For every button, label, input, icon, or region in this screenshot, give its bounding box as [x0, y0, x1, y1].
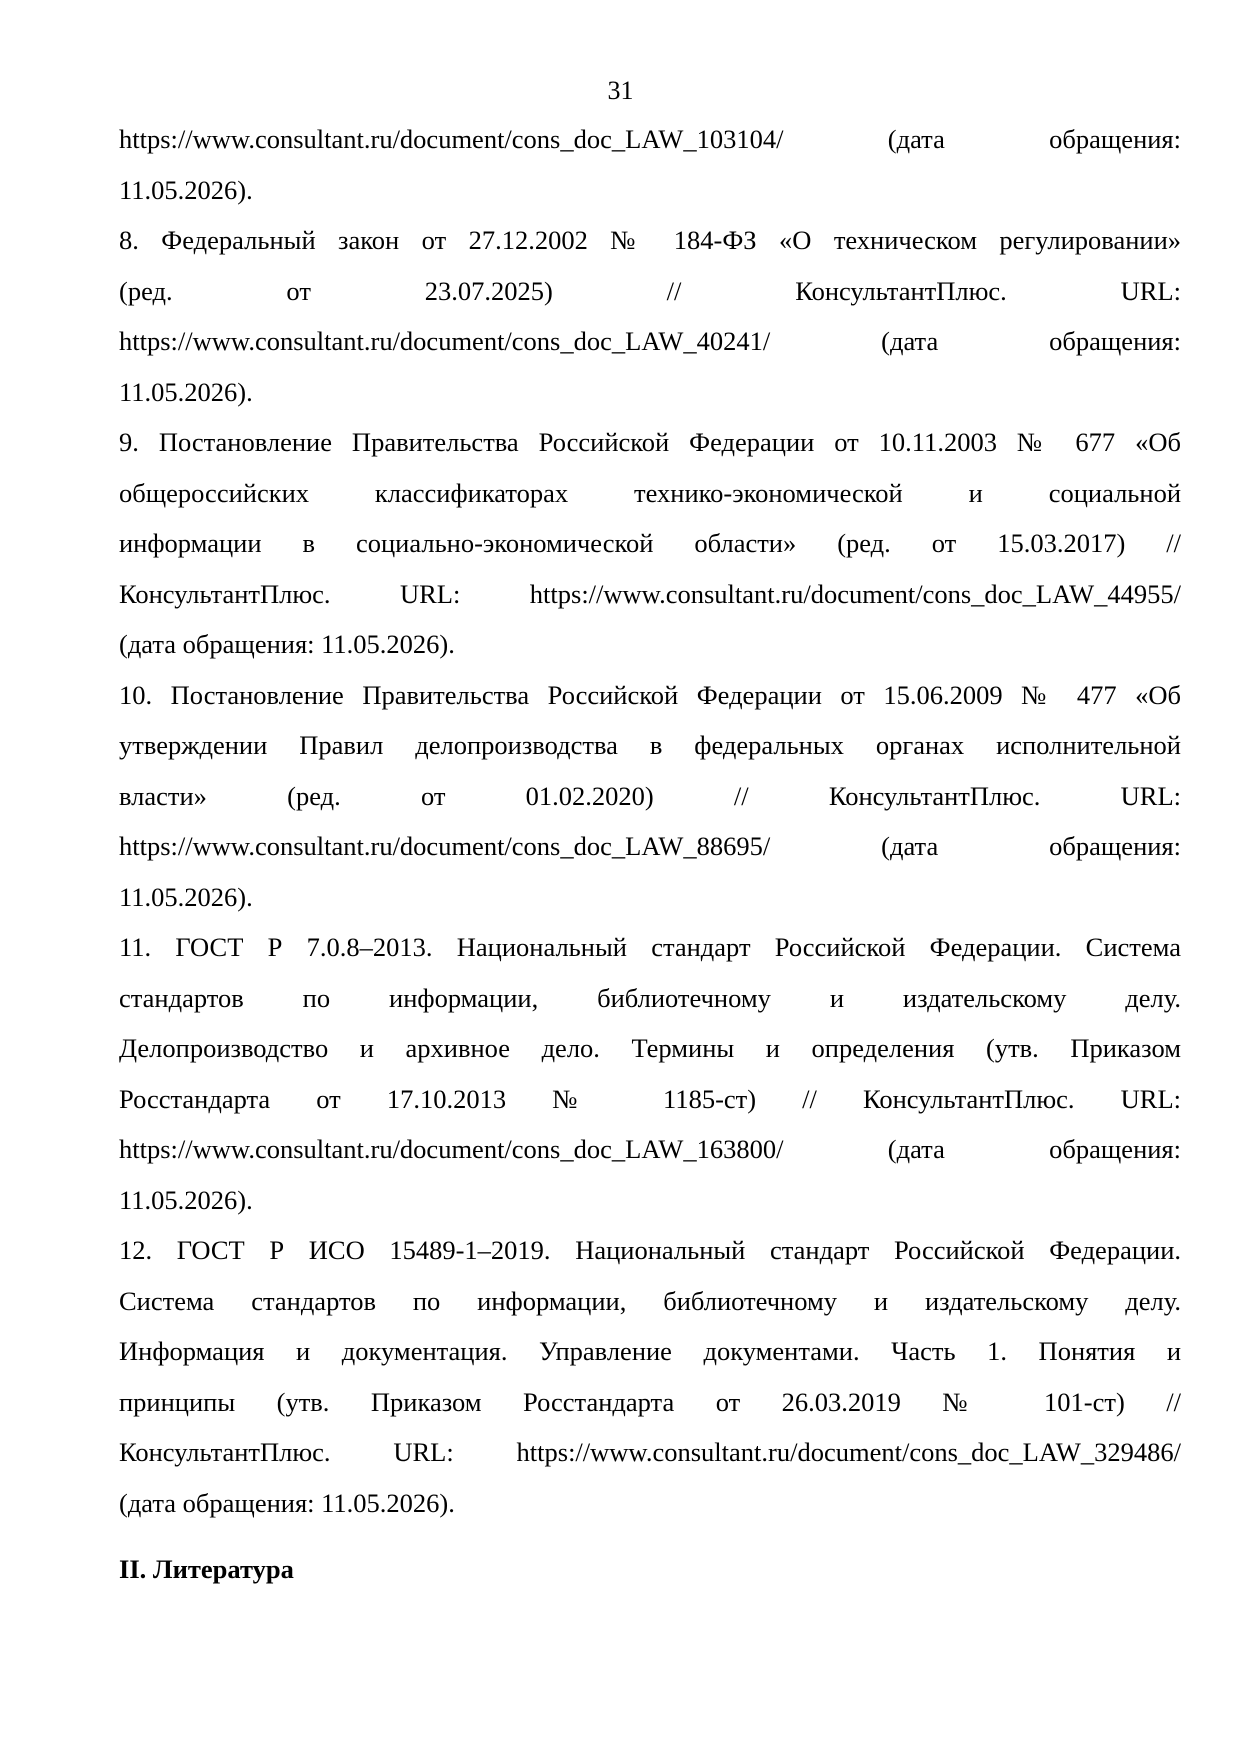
- reference-line: 11.05.2026).: [119, 1184, 253, 1215]
- reference-line: Система стандартов по информации, библиотечному и издательскому делу.: [119, 1285, 1181, 1316]
- reference-line: https://www.consultant.ru/document/cons_doc_LAW_103104/ (дата обращения:: [119, 124, 1181, 154]
- reference-line: https://www.consultant.ru/document/cons_doc_LAW_88695/ (дата обращения:: [119, 831, 1181, 861]
- reference-entry: [119, 922, 1181, 1225]
- reference-line: информации в социально-экономической области» (ред. от 15.03.2017) //: [119, 528, 1181, 558]
- reference-line: общероссийских классификаторах технико-экономической и социальной: [119, 477, 1181, 508]
- reference-line: https://www.consultant.ru/document/cons_doc_LAW_40241/ (дата обращения:: [119, 326, 1181, 356]
- reference-line: 9. Постановление Правительства Российской Федерации от 10.11.2003 № 677 «Об: [119, 427, 1181, 457]
- reference-entry: [119, 215, 1181, 417]
- reference-line: стандартов по информации, библиотечному и издательскому делу.: [119, 982, 1181, 1013]
- page-number: 31: [607, 76, 634, 105]
- reference-line: https://www.consultant.ru/document/cons_doc_LAW_163800/ (дата обращения:: [119, 1134, 1181, 1164]
- reference-entry: [119, 114, 1181, 215]
- reference-line: (дата обращения: 11.05.2026).: [119, 1487, 455, 1518]
- reference-line: 11. ГОСТ Р 7.0.8–2013. Национальный стандарт Российской Федерации. Система: [119, 932, 1181, 962]
- reference-line: (ред. от 23.07.2025) // КонсультантПлюс. URL:: [119, 275, 1181, 306]
- reference-line: КонсультантПлюс. URL: https://www.consultant.ru/document/cons_doc_LAW_329486/: [119, 1437, 1181, 1467]
- reference-line: 12. ГОСТ Р ИСО 15489-1–2019. Национальный стандарт Российской Федерации.: [119, 1235, 1181, 1265]
- reference-entries: [119, 114, 1181, 1528]
- reference-line: Делопроизводство и архивное дело. Термины и определения (утв. Приказом: [119, 1033, 1181, 1063]
- reference-line: 8. Федеральный закон от 27.12.2002 № 184-ФЗ «О техническом регулировании»: [119, 225, 1181, 255]
- reference-line: Росстандарта от 17.10.2013 № 1185-ст) // КонсультантПлюс. URL:: [119, 1083, 1181, 1114]
- reference-line: Информация и документация. Управление документами. Часть 1. Понятия и: [119, 1336, 1181, 1366]
- references-list: [119, 114, 1181, 1594]
- reference-line: КонсультантПлюс. URL: https://www.consultant.ru/document/cons_doc_LAW_44955/: [119, 578, 1181, 609]
- reference-line: (дата обращения: 11.05.2026).: [119, 629, 455, 659]
- reference-line: 11.05.2026).: [119, 881, 253, 912]
- reference-line: принципы (утв. Приказом Росстандарта от 26.03.2019 № 101-ст) //: [119, 1386, 1181, 1417]
- reference-line: утверждении Правил делопроизводства в федеральных органах исполнительной: [119, 730, 1181, 760]
- reference-line: власти» (ред. от 01.02.2020) // КонсультантПлюс. URL:: [119, 780, 1181, 811]
- reference-entry: [119, 417, 1181, 670]
- section-heading: II. Литература: [119, 1554, 294, 1584]
- reference-line: 10. Постановление Правительства Российской Федерации от 15.06.2009 № 477 «Об: [119, 679, 1181, 710]
- reference-line: 11.05.2026).: [119, 376, 253, 407]
- reference-line: 11.05.2026).: [119, 174, 253, 205]
- reference-entry: [119, 1225, 1181, 1528]
- reference-entry: [119, 670, 1181, 923]
